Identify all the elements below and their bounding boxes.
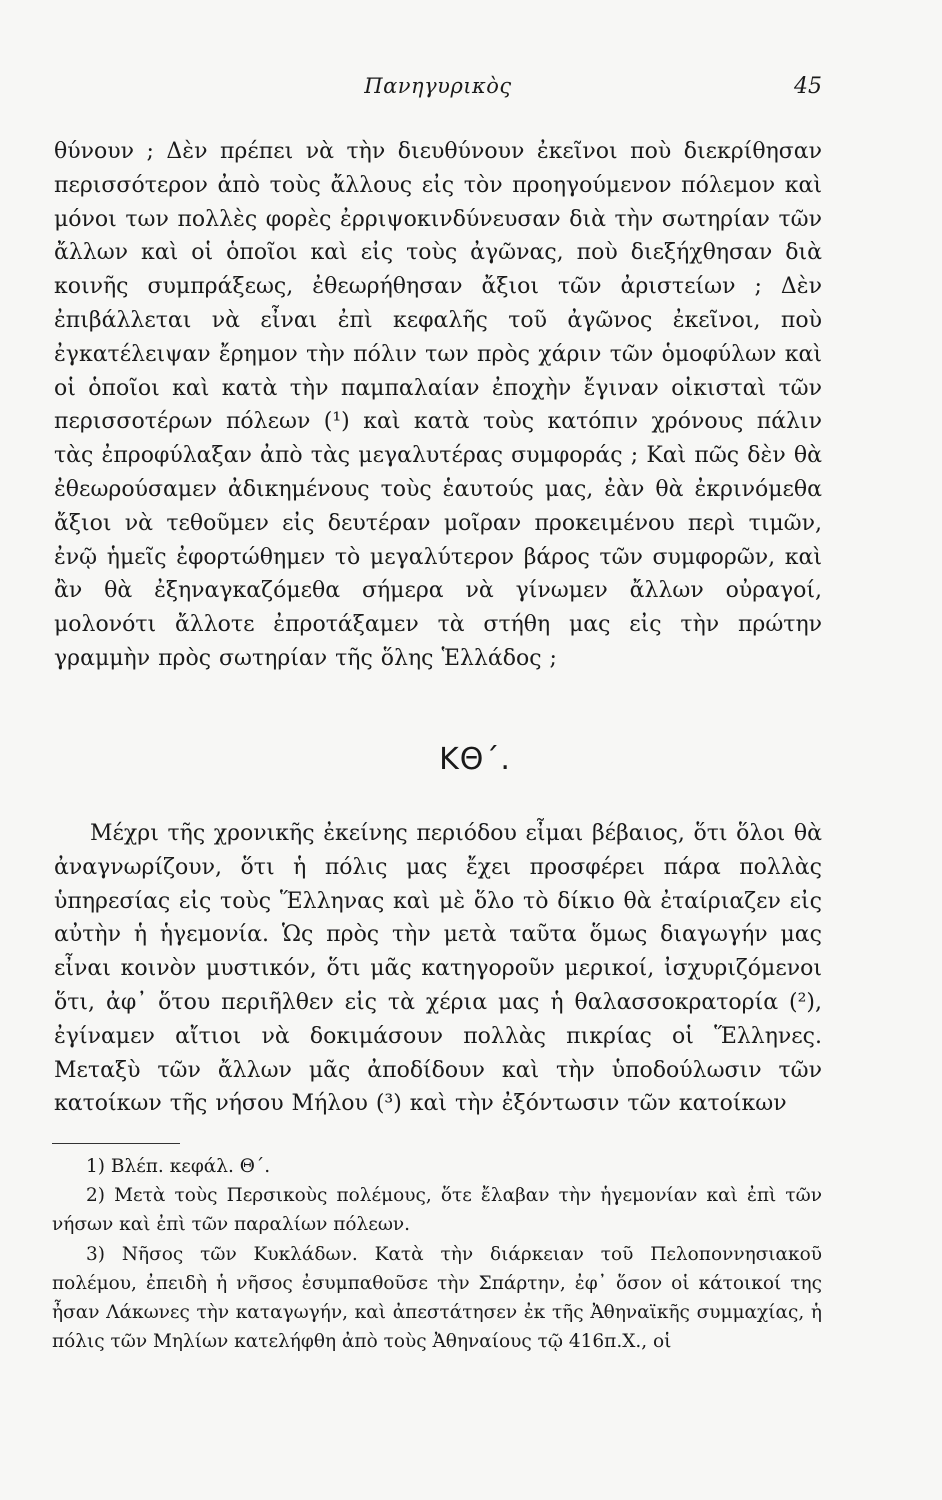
footnote-2: 2) Μετὰ τοὺς Περσικοὺς πολέμους, ὅτε ἔλαβαν τὴν ἡγεμονίαν καὶ ἐπὶ τῶν νήσων καὶ ἐπὶ τῶν παραλίων πόλεων. [52, 1185, 822, 1236]
body-paragraph-2: Μέχρι τῆς χρονικῆς ἐκείνης περιόδου εἶμαι βέβαιος, ὅτι ὅλοι θὰ ἀναγνωρίζουν, ὅτι ἡ πόλις μας ἔχει προσφέρει πάρα πολλὰς ὑπηρεσίας εἰς τοὺς Ἕλληνας καὶ μὲ ὅλο τὸ δίκιο θὰ ἐταίριαζεν εἰς αὐτὴν ἡ ἡγεμονία. Ὡς πρὸς τὴν μετὰ ταῦτα ὅμως διαγωγήν μας εἶναι κοινὸν μυστικόν, ὅτι μᾶς κατηγοροῦν μερικοί, ἰσχυριζόμενοι ὅτι, ἀφ᾽ ὅτου περιῆλθεν εἰς τὰ χέρια μας ἡ θαλασσοκρατορία (²), ἐγίναμεν αἴτιοι νὰ δοκιμάσουν πολλὰς πικρίας οἱ Ἕλληνες. Μεταξὺ τῶν ἄλλων μᾶς ἀποδίδουν καὶ τὴν ὑποδούλωσιν τῶν κατοίκων τῆς νήσου Μήλου (³) καὶ τὴν ἐξόντωσιν τῶν κατοίκων [54, 821, 822, 1117]
footnote-separator [52, 1143, 180, 1144]
page-header [54, 74, 822, 108]
footnotes [52, 1152, 822, 1356]
body-paragraph-1: θύνουν ; Δὲν πρέπει νὰ τὴν διευθύνουν ἐκεῖνοι ποὺ διεκρίθησαν περισσότερον ἀπὸ τοὺς ἄλλους εἰς τὸν προηγούμενον πόλεμον καὶ μόνοι των πολλὲς φορὲς ἐρριψοκινδύνευσαν διὰ τὴν σωτηρίαν τῶν ἄλλων καὶ οἱ ὁποῖοι καὶ εἰς τοὺς ἀγῶνας, ποὺ διεξήχθησαν διὰ κοινῆς συμπράξεως, ἐθεωρήθησαν ἄξιοι τῶν ἀριστείων ; Δὲν ἐπιβάλλεται νὰ εἶναι ἐπὶ κεφαλῆς τοῦ ἀγῶνος ἐκεῖνοι, ποὺ ἐγκατέλειψαν ἔρημον τὴν πόλιν των πρὸς χάριν τῶν ὁμοφύλων καὶ οἱ ὁποῖοι καὶ κατὰ τὴν παμπαλαίαν ἐποχὴν ἔγιναν οἰκισταὶ τῶν περισσοτέρων πόλεων (¹) καὶ κατὰ τοὺς κατόπιν χρόνους πάλιν τὰς ἐπροφύλαξαν ἀπὸ τὰς μεγαλυτέρας συμφοράς ; Καὶ πῶς δὲν θὰ ἐθεωρούσαμεν ἀδικημένους τοὺς ἑαυτούς μας, ἐὰν θὰ ἐκρινόμεθα ἄξιοι νὰ τεθοῦμεν εἰς δευτέραν μοῖραν προκειμένου περὶ τιμῶν, ἐνῷ ἡμεῖς ἐφορτώθημεν τὸ μεγαλύτερον βάρος τῶν συμφορῶν, καὶ ἂν θὰ ἐξηναγκαζόμεθα σήμερα νὰ γίνωμεν ἄλλων οὐραγοί, μολονότι ἄλλοτε ἐπροτάξαμεν τὰ στήθη μας εἰς τὴν πρώτην γραμμὴν πρὸς σωτηρίαν τῆς ὅλης Ἑλλάδος ; [54, 139, 822, 671]
section-heading: ΚΘ΄. [439, 742, 511, 777]
footnote-3: 3) Νῆσος τῶν Κυκλάδων. Κατὰ τὴν διάρκειαν τοῦ Πελοποννησιακοῦ πολέμου, ἐπειδὴ ἡ νῆσος ἐσυμπαθοῦσε τὴν Σπάρτην, ἐφ᾽ ὅσον οἱ κάτοικοί της ἦσαν Λάκωνες τὴν καταγωγήν, καὶ ἀπεστάτησεν ἐκ τῆς Ἀθηναϊκῆς συμμαχίας, ἡ πόλις τῶν Μηλίων κατελήφθη ἀπὸ τοὺς Ἀθηναίους τῷ 416π.Χ., οἱ [52, 1243, 822, 1353]
page-number: 45 [794, 74, 822, 99]
footnote-1: 1) Βλέπ. κεφάλ. Θ΄. [86, 1156, 271, 1177]
running-title: Πανηγυρικὸς [364, 74, 512, 98]
